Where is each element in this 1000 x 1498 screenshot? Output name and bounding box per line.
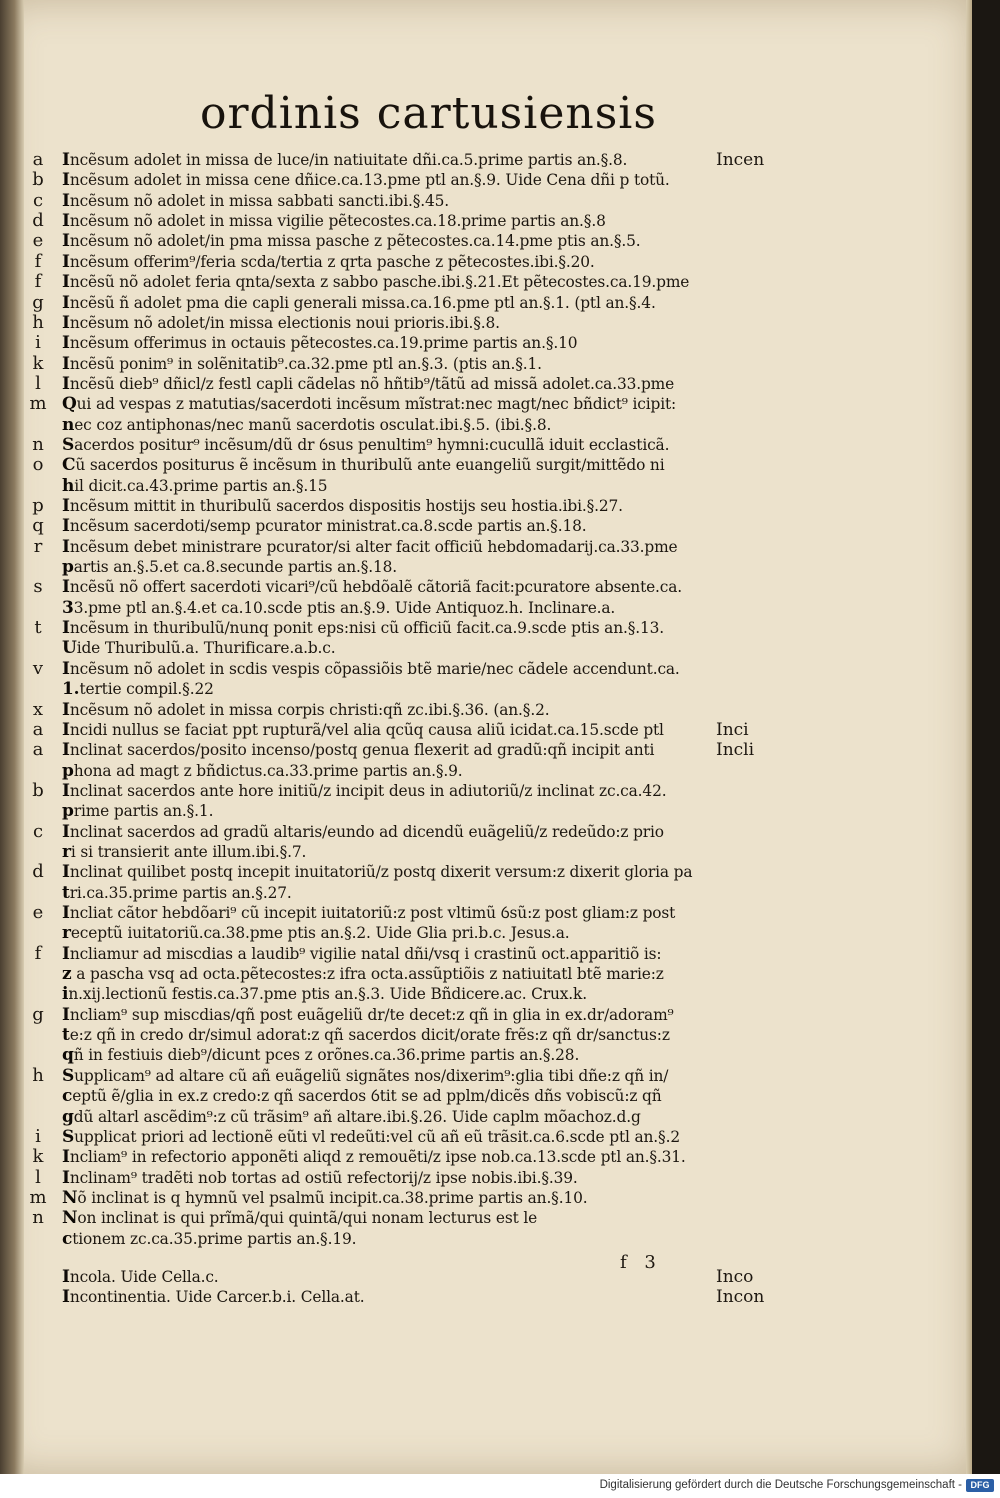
entry-text: Incẽsum adolet in missa cene dñice.ca.13.pme ptl an.§.9. Uide Cena dñi p totũ. <box>62 170 670 191</box>
entry-row <box>0 231 972 251</box>
entry-text: ctionem zc.ca.35.prime partis an.§.19. <box>62 1228 357 1249</box>
entry-row <box>0 638 972 658</box>
entry-row <box>0 720 972 740</box>
entry-row <box>0 1208 972 1228</box>
entry-marginal-letter: k <box>32 1146 44 1168</box>
entry-row <box>0 1107 972 1127</box>
entry-text: tri.ca.35.prime partis an.§.27. <box>62 882 292 903</box>
entry-row <box>0 313 972 333</box>
entry-text: Incẽsum nõ adolet in missa sabbati sancti.ibi.§.45. <box>62 190 450 211</box>
entry-row <box>0 964 972 984</box>
entry-text: Inclinat sacerdos ante hore initiũ/z incipit deus in adiutoriũ/z inclinat zc.ca.42. <box>62 780 667 801</box>
entry-row <box>0 354 972 374</box>
entry-row <box>0 984 972 1004</box>
entry-row <box>0 1066 972 1086</box>
entry-text: hil dicit.ca.43.prime partis an.§.15 <box>62 475 328 496</box>
entry-marginal-letter: g <box>32 291 44 313</box>
entry-row <box>0 1188 972 1208</box>
entry-text: Incẽsum debet ministrare pcurator/si alter facit officiũ hebdomadarij.ca.33.pme <box>62 536 678 557</box>
entry-text: Incẽsũ ñ adolet pma die capli generali missa.ca.16.pme ptl an.§.1. (ptl an.§.4. <box>62 292 656 313</box>
entry-marginal-letter: o <box>32 454 44 476</box>
entry-text: receptũ iuitatoriũ.ca.38.pme ptis an.§.2. Uide Glia pri.b.c. Jesus.a. <box>62 923 570 944</box>
entry-row <box>0 496 972 516</box>
entry-text: Incẽsum adolet in missa de luce/in natiuitate dñi.ca.5.prime partis an.§.8. <box>62 150 628 170</box>
entry-row <box>0 1127 972 1147</box>
entry-row <box>0 557 972 577</box>
entry-row <box>0 700 972 720</box>
entry-marginal-letter: s <box>33 576 43 598</box>
entry-marginal-letter: l <box>35 372 41 394</box>
entry-row <box>0 1287 972 1307</box>
entry-text: Inclinat sacerdos ad gradũ altaris/eundo ad dicendũ euãgeliũ/z redeũdo:z prio <box>62 821 664 842</box>
entry-marginal-letter: b <box>32 779 44 801</box>
entry-text: Incẽsũ nõ offert sacerdoti vicari⁹/cũ hebdõalẽ cãtoriã facit:pcuratore absente.ca. <box>62 577 683 598</box>
entry-row <box>0 150 972 170</box>
entry-marginal-letter: b <box>32 169 44 191</box>
entry-text: Supplicam⁹ ad altare cũ añ euãgeliũ signãtes nos/dixerim⁹:glia tibi dñe:z qñ in/ <box>62 1065 669 1086</box>
entry-row <box>0 1005 972 1025</box>
entry-marginal-letter: a <box>32 149 44 170</box>
entry-text: Incẽsum in thuribulũ/nunq ponit eps:nisi cũ officiũ facit.ca.9.scde ptis an.§.13. <box>62 618 665 638</box>
entry-row <box>0 618 972 638</box>
entry-text: Inclinat sacerdos/posito incenso/postq genua flexerit ad gradũ:qñ incipit anti <box>62 740 655 761</box>
entry-text: ceptũ ẽ/glia in ex.z credo:z qñ sacerdos ỽtit se ad pplm/dicẽs dñs vobiscũ:z qñ <box>62 1086 662 1107</box>
entry-row <box>0 923 972 943</box>
entry-marginal-letter: i <box>35 332 41 354</box>
entry-text: Incẽsum sacerdoti/semp pcurator ministrat.ca.8.scde partis an.§.18. <box>62 516 587 537</box>
entry-row <box>0 170 972 190</box>
entry-catchword: Inci <box>716 719 749 740</box>
dfg-logo-icon: DFG <box>966 1479 994 1492</box>
entry-row <box>0 1045 972 1065</box>
entry-text: Non inclinat is qui prĩmã/qui quintã/qui nonam lecturus est le <box>62 1208 538 1229</box>
entry-text: Incliam⁹ sup miscdias/qñ post euãgeliũ dr/te decet:z qñ in glia in ex.dr/adoram⁹ <box>62 1004 674 1025</box>
entry-marginal-letter: m <box>29 393 47 415</box>
entry-row <box>0 415 972 435</box>
entry-row <box>0 537 972 557</box>
entry-marginal-letter: v <box>32 657 44 679</box>
entry-marginal-letter: r <box>33 535 43 557</box>
entry-marginal-letter: f <box>34 271 42 293</box>
entry-text: Incẽsum nõ adolet/in missa electionis noui prioris.ibi.§.8. <box>62 312 500 333</box>
entry-text: Sacerdos positur⁹ incẽsum/dũ dr ỽsus penultim⁹ hymni:cucullã iduit ecclasticã. <box>62 434 670 455</box>
entry-marginal-letter: f <box>34 250 42 272</box>
entry-text: Incontinentia. Uide Carcer.b.i. Cella.at. <box>62 1287 365 1308</box>
entry-text: prime partis an.§.1. <box>62 801 214 822</box>
entry-row <box>0 659 972 679</box>
entry-row <box>0 516 972 536</box>
entry-row <box>0 455 972 475</box>
entry-text: Incẽsum mittit in thuribulũ sacerdos dispositis hostijs seu hostia.ibi.§.27. <box>62 496 623 516</box>
entry-row <box>0 272 972 292</box>
entry-row <box>0 1025 972 1045</box>
entry-row <box>0 801 972 821</box>
entry-marginal-letter: c <box>32 189 44 211</box>
entry-text: Supplicat priori ad lectionẽ eũti vl redeũti:vel cũ añ eũ trãsit.ca.6.scde ptl an.§.2 <box>62 1126 680 1147</box>
entry-text: qñ in festiuis dieb⁹/dicunt pces z orõnes.ca.36.prime partis an.§.28. <box>62 1045 580 1066</box>
entry-text: gdũ altarl ascẽdim⁹:z cũ trãsim⁹ añ altare.ibi.§.26. Uide caplm mõachoz.d.g <box>62 1106 641 1127</box>
entry-marginal-letter: p <box>32 495 44 516</box>
digitization-footer <box>0 1474 1000 1498</box>
entry-catchword: Incli <box>716 740 755 761</box>
entry-text: Incẽsum offerim⁹/feria scda/tertia z qrta pasche z pẽtecostes.ibi.§.20. <box>62 251 595 272</box>
entry-row <box>0 394 972 414</box>
entry-marginal-letter: q <box>32 515 44 537</box>
entry-marginal-letter: d <box>32 210 44 232</box>
entry-row <box>0 842 972 862</box>
entry-text: Inclinam⁹ tradẽti nob tortas ad ostiũ refectorij/z ipse nobis.ibi.§.39. <box>62 1167 578 1188</box>
entry-catchword: Incen <box>716 150 765 170</box>
entry-row <box>0 761 972 781</box>
entry-row <box>0 883 972 903</box>
funding-note: Digitalisierung gefördert durch die Deutsche Forschungsgemeinschaft - <box>599 1479 962 1491</box>
entry-text: Incẽsum offerimus in octauis pẽtecostes.ca.19.prime partis an.§.10 <box>62 333 578 354</box>
entry-row <box>0 211 972 231</box>
entry-text: z a pascha vsq ad octa.pẽtecostes:z ifra octa.assũptiõis z natiuitatl btẽ marie:z <box>62 964 664 984</box>
entry-marginal-letter: k <box>32 352 44 374</box>
entry-marginal-letter: l <box>35 1166 41 1188</box>
entry-marginal-letter: n <box>32 433 44 455</box>
entry-catchword: Inco <box>716 1266 754 1287</box>
entry-row <box>0 1147 972 1167</box>
entry-text: partis an.§.5.et ca.8.secunde partis an.§.18. <box>62 557 398 577</box>
entry-marginal-letter: a <box>32 739 44 761</box>
entry-marginal-letter: a <box>32 718 44 740</box>
entry-text: Cũ sacerdos positurus ẽ incẽsum in thuribulũ ante euangeliũ surgit/mittẽdo ni <box>62 455 665 476</box>
entry-row <box>0 252 972 272</box>
entry-catchword: Incon <box>716 1287 765 1308</box>
entry-text: Uide Thuribulũ.a. Thurificare.a.b.c. <box>62 638 336 659</box>
entry-text: 33.pme ptl an.§.4.et ca.10.scde ptis an.§.9. Uide Antiquoz.h. Inclinare.a. <box>62 597 616 618</box>
entry-marginal-letter: d <box>32 861 44 883</box>
entry-row <box>0 679 972 699</box>
entry-row <box>0 903 972 923</box>
entry-marginal-letter: i <box>35 1125 41 1147</box>
entry-row <box>0 1267 972 1287</box>
entry-row <box>0 598 972 618</box>
entry-marginal-letter: x <box>32 698 44 720</box>
entry-text: Qui ad vespas z matutias/sacerdoti incẽsum mĩstrat:nec magt/nec bñdict⁹ icipit: <box>62 394 677 415</box>
entry-text: te:z qñ in credo dr/simul adorat:z qñ sacerdos dicit/orate frẽs:z qñ dr/sanctus:z <box>62 1025 670 1046</box>
entry-row <box>0 1086 972 1106</box>
entry-text: nec coz antiphonas/nec manũ sacerdotis osculat.ibi.§.5. (ibi.§.8. <box>62 414 552 435</box>
entry-row <box>0 191 972 211</box>
entry-text: Incẽsum nõ adolet in missa vigilie pẽtecostes.ca.18.prime partis an.§.8 <box>62 211 606 232</box>
entry-text: in.xij.lectionũ festis.ca.37.pme ptis an.§.3. Uide Bñdicere.ac. Crux.k. <box>62 984 587 1005</box>
entry-marginal-letter: h <box>32 311 44 333</box>
entry-row <box>0 740 972 760</box>
entry-text: Incẽsũ ponim⁹ in solẽnitatib⁹.ca.32.pme ptl an.§.3. (ptis an.§.1. <box>62 353 542 374</box>
entry-text: Nõ inclinat is q hymnũ vel psalmũ incipit.ca.38.prime partis an.§.10. <box>62 1187 588 1208</box>
entry-marginal-letter: t <box>34 617 42 638</box>
entry-row <box>0 944 972 964</box>
entry-row <box>0 822 972 842</box>
folio-signature: f 3 <box>620 1252 662 1273</box>
entry-row <box>0 781 972 801</box>
entry-marginal-letter: e <box>32 230 44 252</box>
entry-text: ri si transierit ante illum.ibi.§.7. <box>62 841 307 862</box>
entry-marginal-letter: e <box>32 902 44 923</box>
entry-text: Incẽsum nõ adolet/in pma missa pasche z pẽtecostes.ca.14.pme ptis an.§.5. <box>62 231 641 252</box>
entry-text: 1.tertie compil.§.22 <box>62 679 214 700</box>
entry-row <box>0 293 972 313</box>
entry-row <box>0 577 972 597</box>
entry-text: Incliam⁹ in refectorio apponẽti aliqd z remouẽti/z ipse nob.ca.13.scde ptl an.§.31. <box>62 1147 686 1168</box>
entry-text: Incẽsũ nõ adolet feria qnta/sexta z sabbo pasche.ibi.§.21.Et pẽtecostes.ca.19.pme <box>62 272 690 293</box>
entry-text: Inclinat quilibet postq incepit inuitatoriũ/z postq dixerit versum:z dixerit gloria pa <box>62 862 693 883</box>
entry-row <box>0 862 972 882</box>
entry-marginal-letter: h <box>32 1064 44 1086</box>
entry-text: Incliat cãtor hebdõari⁹ cũ incepit iuitatoriũ:z post vltimũ ỽsũ:z post gliam:z post <box>62 903 676 923</box>
entry-marginal-letter: n <box>32 1207 44 1229</box>
entry-marginal-letter: g <box>32 1003 44 1025</box>
entry-text: Incidi nullus se faciat ppt rupturã/vel alia qcũq causa aliũ icidat.ca.15.scde ptl <box>62 719 664 740</box>
entry-row <box>0 435 972 455</box>
entry-marginal-letter: f <box>34 942 42 964</box>
entry-text: Incẽsũ dieb⁹ dñicl/z festl capli cãdelas nõ hñtib⁹/tãtũ ad missã adolet.ca.33.pme <box>62 373 675 394</box>
entry-row <box>0 333 972 353</box>
entry-row <box>0 476 972 496</box>
entry-text: Incliamur ad miscdias a laudib⁹ vigilie natal dñi/vsq i crastinũ oct.apparitiõ is: <box>62 943 662 964</box>
entry-row <box>0 374 972 394</box>
entry-marginal-letter: c <box>32 820 44 842</box>
entry-text: Incẽsum nõ adolet in missa corpis christi:qñ zc.ibi.§.36. (an.§.2. <box>62 699 550 720</box>
entry-row <box>0 1229 972 1249</box>
entry-text: Incola. Uide Cella.c. <box>62 1266 219 1287</box>
entry-text: phona ad magt z bñdictus.ca.33.prime partis an.§.9. <box>62 760 463 781</box>
entry-text: Incẽsum nõ adolet in scdis vespis cõpassiõis btẽ marie/nec cãdele accendunt.ca. <box>62 658 680 679</box>
running-header: ordinis cartusiensis <box>200 88 657 139</box>
entry-marginal-letter: m <box>29 1186 47 1208</box>
entry-row <box>0 1168 972 1188</box>
